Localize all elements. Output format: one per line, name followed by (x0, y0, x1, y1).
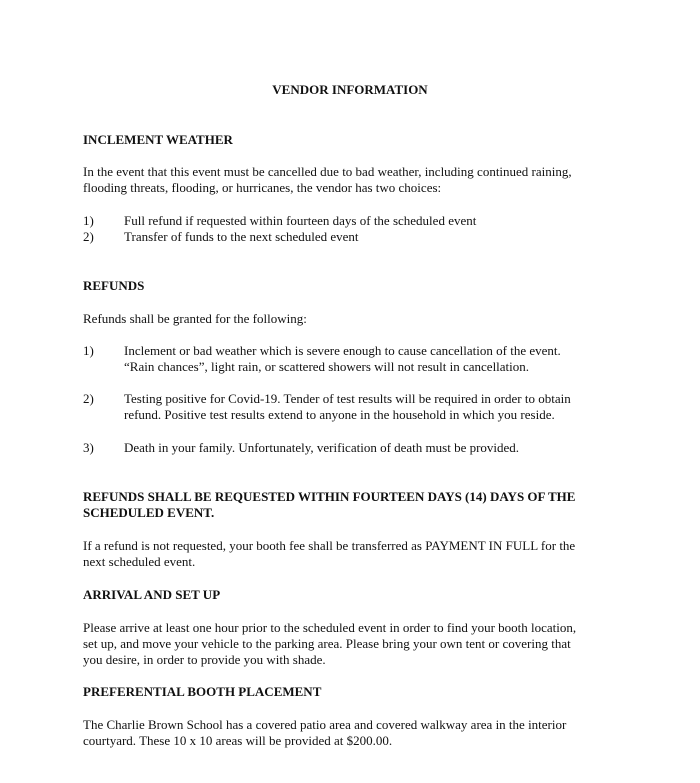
booth-placement-heading: PREFERENTIAL BOOTH PLACEMENT (83, 684, 322, 699)
inclement-paragraph-line-2: flooding threats, flooding, or hurricanes, the vendor has two choices: (83, 180, 442, 195)
request-deadline-heading-line-1: REFUNDS SHALL BE REQUESTED WITHIN FOURTEEN DAYS (14) DAYS OF THE (83, 489, 576, 504)
refunds-item-line-1: Death in your family. Unfortunately, verification of death must be provided. (124, 440, 520, 455)
refunds-item-line-2: “Rain chances”, light rain, or scattered showers will not result in cancellation. (124, 359, 530, 374)
inclement-weather-heading: INCLEMENT WEATHER (83, 132, 233, 147)
request-paragraph-line-2: next scheduled event. (83, 554, 196, 569)
refunds-item-line-1: Testing positive for Covid-19. Tender of test results will be required in order to obtain (124, 391, 571, 406)
request-deadline-heading-line-2: SCHEDULED EVENT. (83, 505, 215, 520)
request-paragraph-line-1: If a refund is not requested, your booth fee shall be transferred as PAYMENT IN FULL for the (83, 538, 576, 553)
page-title: VENDOR INFORMATION (272, 82, 428, 97)
inclement-item-number: 2) (83, 229, 94, 244)
inclement-item-text: Transfer of funds to the next scheduled event (124, 229, 359, 244)
refunds-item-line-1: Inclement or bad weather which is severe enough to cause cancellation of the event. (124, 343, 561, 358)
arrival-paragraph-line-3: you desire, in order to provide you with shade. (83, 652, 326, 667)
arrival-paragraph-line-1: Please arrive at least one hour prior to the scheduled event in order to find your booth location, (83, 620, 577, 635)
inclement-item-text: Full refund if requested within fourteen days of the scheduled event (124, 213, 477, 228)
refunds-item-line-2: refund. Positive test results extend to anyone in the household in which you reside. (124, 407, 555, 422)
refunds-heading: REFUNDS (83, 278, 145, 293)
inclement-paragraph-line-1: In the event that this event must be cancelled due to bad weather, including continued raining, (83, 164, 572, 179)
booth-paragraph-line-1: The Charlie Brown School has a covered patio area and covered walkway area in the interior (83, 717, 567, 732)
refunds-item-number: 1) (83, 343, 94, 358)
refunds-item-number: 3) (83, 440, 94, 455)
arrival-paragraph-line-2: set up, and move your vehicle to the parking area. Please bring your own tent or covering that (83, 636, 571, 651)
booth-paragraph-line-2: courtyard. These 10 x 10 areas will be provided at $200.00. (83, 733, 393, 748)
refunds-item-number: 2) (83, 391, 94, 406)
arrival-heading: ARRIVAL AND SET UP (83, 587, 221, 602)
refunds-intro: Refunds shall be granted for the following: (83, 311, 307, 326)
inclement-item-number: 1) (83, 213, 94, 228)
